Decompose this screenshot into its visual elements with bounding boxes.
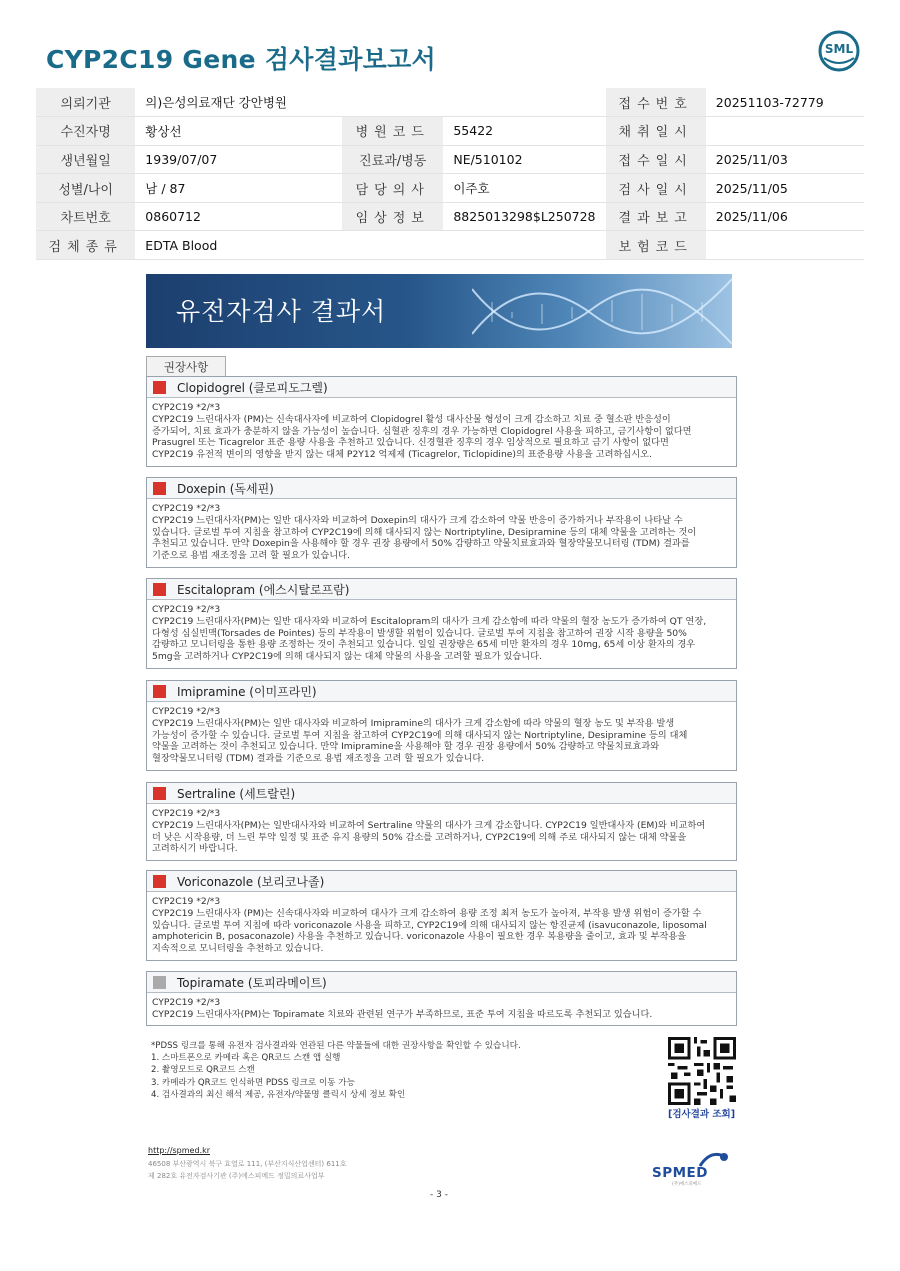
info-row [36,117,864,146]
recommendation-line: 추천되고 있습니다. 만약 Doxepin을 사용해야 할 경우 권장 용량에서 50% 감량하고 약물치료효과와 혈장약물모니터링 (TDM) 결과를 [152,538,690,550]
recommendation-line: 혈장약물모니터링 (TDM) 결과를 기준으로 용법 재조정을 고려 할 필요가 있습니다. [152,753,485,765]
drug-box-header [147,972,736,993]
logo-text: SML [824,42,854,56]
info-label: 의뢰기관 [36,88,135,117]
info-row [36,231,864,260]
info-label: 접수일시 [606,145,706,174]
drug-box [146,578,737,669]
patient-info-table [36,88,864,260]
status-flag-icon [153,875,166,888]
drug-name: Voriconazole (보리코나졸) [177,874,325,889]
drug-box [146,376,737,467]
banner-title: 유전자검사 결과서 [176,297,387,326]
footer-address-line: 46508 부산광역시 북구 효열로 111, (부산지식산업센터) 611호 [148,1160,347,1168]
info-row [36,202,864,231]
pdss-line: *PDSS 링크를 통해 유전자 검사결과와 연관된 다른 약물들에 대한 권장사항을 확인할 수 있습니다. [151,1041,521,1051]
drug-name: Sertraline (세트랄린) [177,786,296,801]
status-flag-icon [153,583,166,596]
drug-box-header [147,478,736,499]
status-flag-icon [153,685,166,698]
status-flag-icon [153,787,166,800]
genotype: CYP2C19 *2/*3 [152,808,221,819]
dna-helix-graphic [472,274,732,348]
info-label: 수진자명 [36,117,135,146]
drug-box-header [147,579,736,600]
drug-box-body [147,804,736,855]
recommendation-line: CYP2C19 느린대사자(PM)는 Topiramate 치료와 관련된 연구가 부족하므로, 표준 투여 지침을 따르도록 추천되고 있습니다. [152,1008,653,1020]
info-label: 검사일시 [606,174,706,203]
pdss-line: 3. 카메라가 QR코드 인식하면 PDSS 링크로 이동 가능 [151,1077,355,1088]
recommendation-line: amphotericin B, posaconazole) 사용을 추천하고 있습니다. voriconazole 사용이 필요한 경우 복용량을 줄이고, 효과 및 부작용을 [152,931,687,943]
recommendation-line: 기준으로 용법 재조정을 고려 할 필요가 있습니다. [152,550,350,562]
qr-code-icon[interactable] [668,1037,736,1105]
recommendation-line: Prasugrel 또는 Ticagrelor 표준 용량 사용을 추천하고 있습니다. 신경혈관 징후의 경우 임상적으로 필요하고 금기 사항이 없다면 [152,437,669,449]
info-row [36,145,864,174]
page-number: - 3 - [430,1190,448,1200]
drug-box [146,680,737,771]
recommendation-line: CYP2C19 느린대사자 (PM)는 신속대사자에 비교하여 Clopidogrel 활성 대사산물 형성이 크게 감소하고 치료 중 혈소판 반응성이 [152,413,671,425]
page-title: CYP2C19 Gene 검사결과보고서 [46,45,436,74]
drug-box-body [147,398,736,461]
info-value: 1939/07/07 [135,145,342,174]
drug-box-body [147,892,736,955]
drug-name: Clopidogrel (클로피도그렐) [177,380,328,395]
footer-address [148,1158,347,1182]
info-label: 접수번호 [606,88,706,117]
recommendation-line: 감량하고 모니터링을 통한 용량 조정하는 것이 추천되고 있습니다. 일일 권장량은 65세 미만 환자의 경우 10mg, 65세 이상 환자의 경우 [152,639,696,651]
drug-box-body [147,600,736,663]
genotype: CYP2C19 *2/*3 [152,402,221,413]
info-value: 2025/11/06 [706,202,864,231]
info-label: 채취일시 [606,117,706,146]
drug-box-header [147,681,736,702]
info-value: 남 / 87 [135,174,342,203]
info-label: 병원코드 [342,117,443,146]
info-label: 보험코드 [606,231,706,260]
recommendation-line: 고려하시기 바랍니다. [152,843,238,855]
info-value [706,117,864,146]
pdss-instructions [151,1040,521,1101]
recommendation-line: 지속적으로 모니터링을 추천하고 있습니다. [152,943,324,955]
drug-box [146,477,737,568]
recommendation-line: 더 낮은 시작용량, 더 느린 투약 일정 및 표준 유지 용량의 50% 감소를 고려하거나, CYP2C19에 의해 주로 대사되지 않는 대체 약물을 [152,831,687,843]
recommendation-line: CYP2C19 느린대사자(PM)는 일반대사자와 비교하여 Sertraline 약물의 대사가 크게 감소합니다. CYP2C19 일반대사자 (EM)와 비교하여 [152,819,706,831]
pdss-line: 2. 촬영모드로 QR코드 스캔 [151,1065,255,1076]
drug-box [146,971,737,1026]
pdss-line: 4. 검사결과의 최신 해석 제공, 유전자/약물명 클릭시 상세 정보 확인 [151,1089,406,1100]
recommendation-line: 가능성이 증가할 수 있습니다. 글로벌 투여 지침을 참고하여 CYP2C19에 의해 대사되지 않는 Nortriptyline, Desipramine 등의 대체 [152,729,688,741]
qr-result-link[interactable]: [검사결과 조회] [668,1109,736,1120]
recommendation-line: CYP2C19 느린대사자(PM)는 일반 대사자와 비교하여 Doxepin의 대사가 크게 감소하여 약물 반응이 증가하거나 부작용이 나타날 수 [152,514,683,526]
sml-logo [818,30,860,72]
recommendation-line: 있습니다. 글로벌 투여 지침에 따라 voriconazole 사용을 피하고, CYP2C19에 의해 대사되지 않는 항진균제 (isavuconazole, liposomal [152,919,707,931]
recommendation-line: CYP2C19 유전적 변이의 영향을 받지 않는 대체 P2Y12 억제제 (Ticagrelor, Ticlopidine)의 표준용량 사용을 고려하십시오. [152,449,652,461]
genotype: CYP2C19 *2/*3 [152,997,221,1008]
status-flag-icon [153,482,166,495]
info-value: 2025/11/03 [706,145,864,174]
info-value: NE/510102 [443,145,605,174]
info-label: 결과보고 [606,202,706,231]
pdss-section [146,1037,737,1106]
drug-box-body [147,702,736,765]
spmed-link[interactable]: http://spmed.kr [148,1146,211,1155]
recommendation-line: 약물을 고려하는 것이 추천되고 있습니다. 만약 Imipramine을 사용해야 할 경우 권장 용량에서 50% 감량하고 약물치료효과와 [152,741,660,753]
info-value [706,231,864,260]
recommendation-line: CYP2C19 느린대사자(PM)는 일반 대사자와 비교하여 Escitalopram의 대사가 크게 감소함에 따라 약물의 혈장 농도가 증가하여 QT 연장, [152,615,707,627]
info-label: 담당의사 [342,174,443,203]
info-label: 생년월일 [36,145,135,174]
drug-name: Topiramate (토피라메이트) [177,975,327,990]
drug-name: Escitalopram (에스시탈로프람) [177,582,350,597]
info-value: EDTA Blood [135,231,605,260]
info-value: 20251103-72779 [706,88,864,117]
info-value: 2025/11/05 [706,174,864,203]
recommendation-line: 5mg을 고려하거나 CYP2C19에 의해 대사되지 않는 대체 약물의 사용을 고려할 필요가 있습니다. [152,651,542,663]
recommendation-line: CYP2C19 느린대사자 (PM)는 신속대사자와 비교하여 대사가 크게 감소하여 용량 조정 최저 농도가 높아져, 부작용 발생 위험이 증가할 수 [152,907,702,919]
footer-address-line: 제 282호 유전자검사기관 (주)에스피메드 정밀의료사업부 [148,1172,325,1180]
status-flag-icon [153,976,166,989]
genotype: CYP2C19 *2/*3 [152,604,221,615]
drug-name: Doxepin (독세핀) [177,481,274,496]
drug-box-header [147,871,736,892]
spmed-logo [652,1148,732,1188]
genotype: CYP2C19 *2/*3 [152,896,221,907]
info-row [36,174,864,203]
info-value: 황상선 [135,117,342,146]
info-value: 8825013298$L250728 [443,202,605,231]
info-label: 진료과/병동 [342,145,443,174]
info-value: 55422 [443,117,605,146]
info-value: 의)은성의료재단 강안병원 [135,88,605,117]
drug-box [146,870,737,961]
recommendation-line: 있습니다. 글로벌 투여 지침을 참고하여 CYP2C19에 의해 대사되지 않는 Nortriptyline, Desipramine 등의 대체 약물을 고려하는 것이 [152,526,697,538]
recommendation-line: CYP2C19 느린대사자(PM)는 일반 대사자와 비교하여 Imipramine의 대사가 크게 감소함에 따라 약물의 혈장 농도 및 부작용 발생 [152,717,675,729]
info-label: 차트번호 [36,202,135,231]
info-value: 0860712 [135,202,342,231]
drug-box-body [147,993,736,1021]
pdss-line: 1. 스마트폰으로 카메라 혹은 QR코드 스캔 앱 실행 [151,1053,341,1064]
info-label: 성별/나이 [36,174,135,203]
info-row [36,88,864,117]
genotype: CYP2C19 *2/*3 [152,503,221,514]
drug-box-header [147,377,736,398]
drug-box-body [147,499,736,562]
spmed-wordmark: SPMED [652,1165,708,1181]
drug-name: Imipramine (이미프라민) [177,684,317,699]
info-value: 이주호 [443,174,605,203]
drug-box [146,782,737,861]
recommendation-line: 다형성 심실빈맥(Torsades de Pointes) 등의 부작용이 발생할 위험이 있습니다. 글로벌 투여 지침을 참고하여 권장 시작 용량을 50% [152,627,687,639]
recommendation-line: 증가되어, 치료 효과가 충분하지 않을 가능성이 높습니다. 심혈관 징후의 경우 가능하면 Clopidogrel 사용을 피하고, 금기사항이 없다면 [152,425,692,437]
drug-box-header [147,783,736,804]
recommendation-tab: 권장사항 [146,356,226,378]
info-label: 임상정보 [342,202,443,231]
info-label: 검체종류 [36,231,135,260]
report-banner [146,274,732,348]
spmed-subtext: (주)에스피메드 [672,1182,702,1187]
genotype: CYP2C19 *2/*3 [152,706,221,717]
status-flag-icon [153,381,166,394]
